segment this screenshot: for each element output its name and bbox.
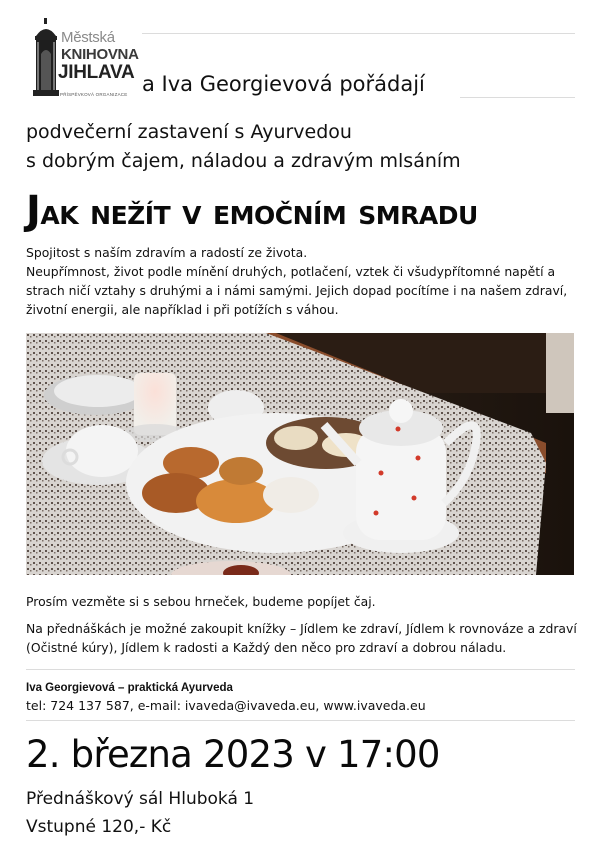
- event-datetime: 2. března 2023 v 17:00: [26, 733, 440, 776]
- logo-line-1: Městská: [61, 29, 115, 46]
- tower-icon: [32, 18, 60, 96]
- logo-tagline: PŘÍSPĚVKOVÁ ORGANIZACE: [60, 92, 128, 97]
- event-price: Vstupné 120,- Kč: [26, 817, 172, 837]
- contact-details: tel: 724 137 587, e-mail: ivaveda@ivaveda.eu, www.ivaveda.eu: [26, 698, 426, 713]
- books-paragraph: Na přednáškách je možné zakoupit knížky – Jídlem ke zdraví, Jídlem k rovnováze a zdraví (Očistné kúry), Jídlem k radosti a Každý den něco pro zdraví a dobrou náladu.: [26, 621, 577, 655]
- organizer-text: a Iva Georgievová pořádají: [142, 72, 425, 96]
- subtitle-line-2: s dobrým čajem, náladou a zdravým mlsáním: [26, 150, 461, 172]
- mug-note: Prosím vezměte si s sebou hrneček, budeme popíjet čaj.: [26, 594, 376, 609]
- intro-lead: Spojitost s naším zdravím a radostí ze života.: [26, 245, 308, 260]
- page-title: [26, 188, 478, 234]
- event-photo: [26, 333, 574, 575]
- event-venue: Přednáškový sál Hluboká 1: [26, 789, 255, 809]
- title-initial: J: [26, 188, 41, 234]
- divider: [460, 97, 575, 98]
- subtitle-line-1: podvečerní zastavení s Ayurvedou: [26, 121, 352, 143]
- logo-line-2: KNIHOVNA: [61, 46, 139, 63]
- photo-illustration: [26, 333, 574, 575]
- divider: [142, 33, 575, 34]
- divider: [26, 720, 575, 721]
- logo-line-3: JIHLAVA: [58, 62, 135, 83]
- contact-name: Iva Georgievová – praktická Ayurveda: [26, 682, 233, 694]
- intro-paragraph: [26, 243, 578, 319]
- divider: [26, 669, 575, 670]
- library-logo: [30, 18, 139, 100]
- title-rest: ak nežít v emočním smradu: [40, 192, 478, 233]
- intro-text: Neupřímnost, život podle mínění druhých, potlačení, vztek či všudypřítomné napětí a strach ničí vztahy s druhými a i námi samými. Jejich dopad pocítíme i na našem zdraví, životní energii, ale například i při potížích s váhou.: [26, 264, 568, 317]
